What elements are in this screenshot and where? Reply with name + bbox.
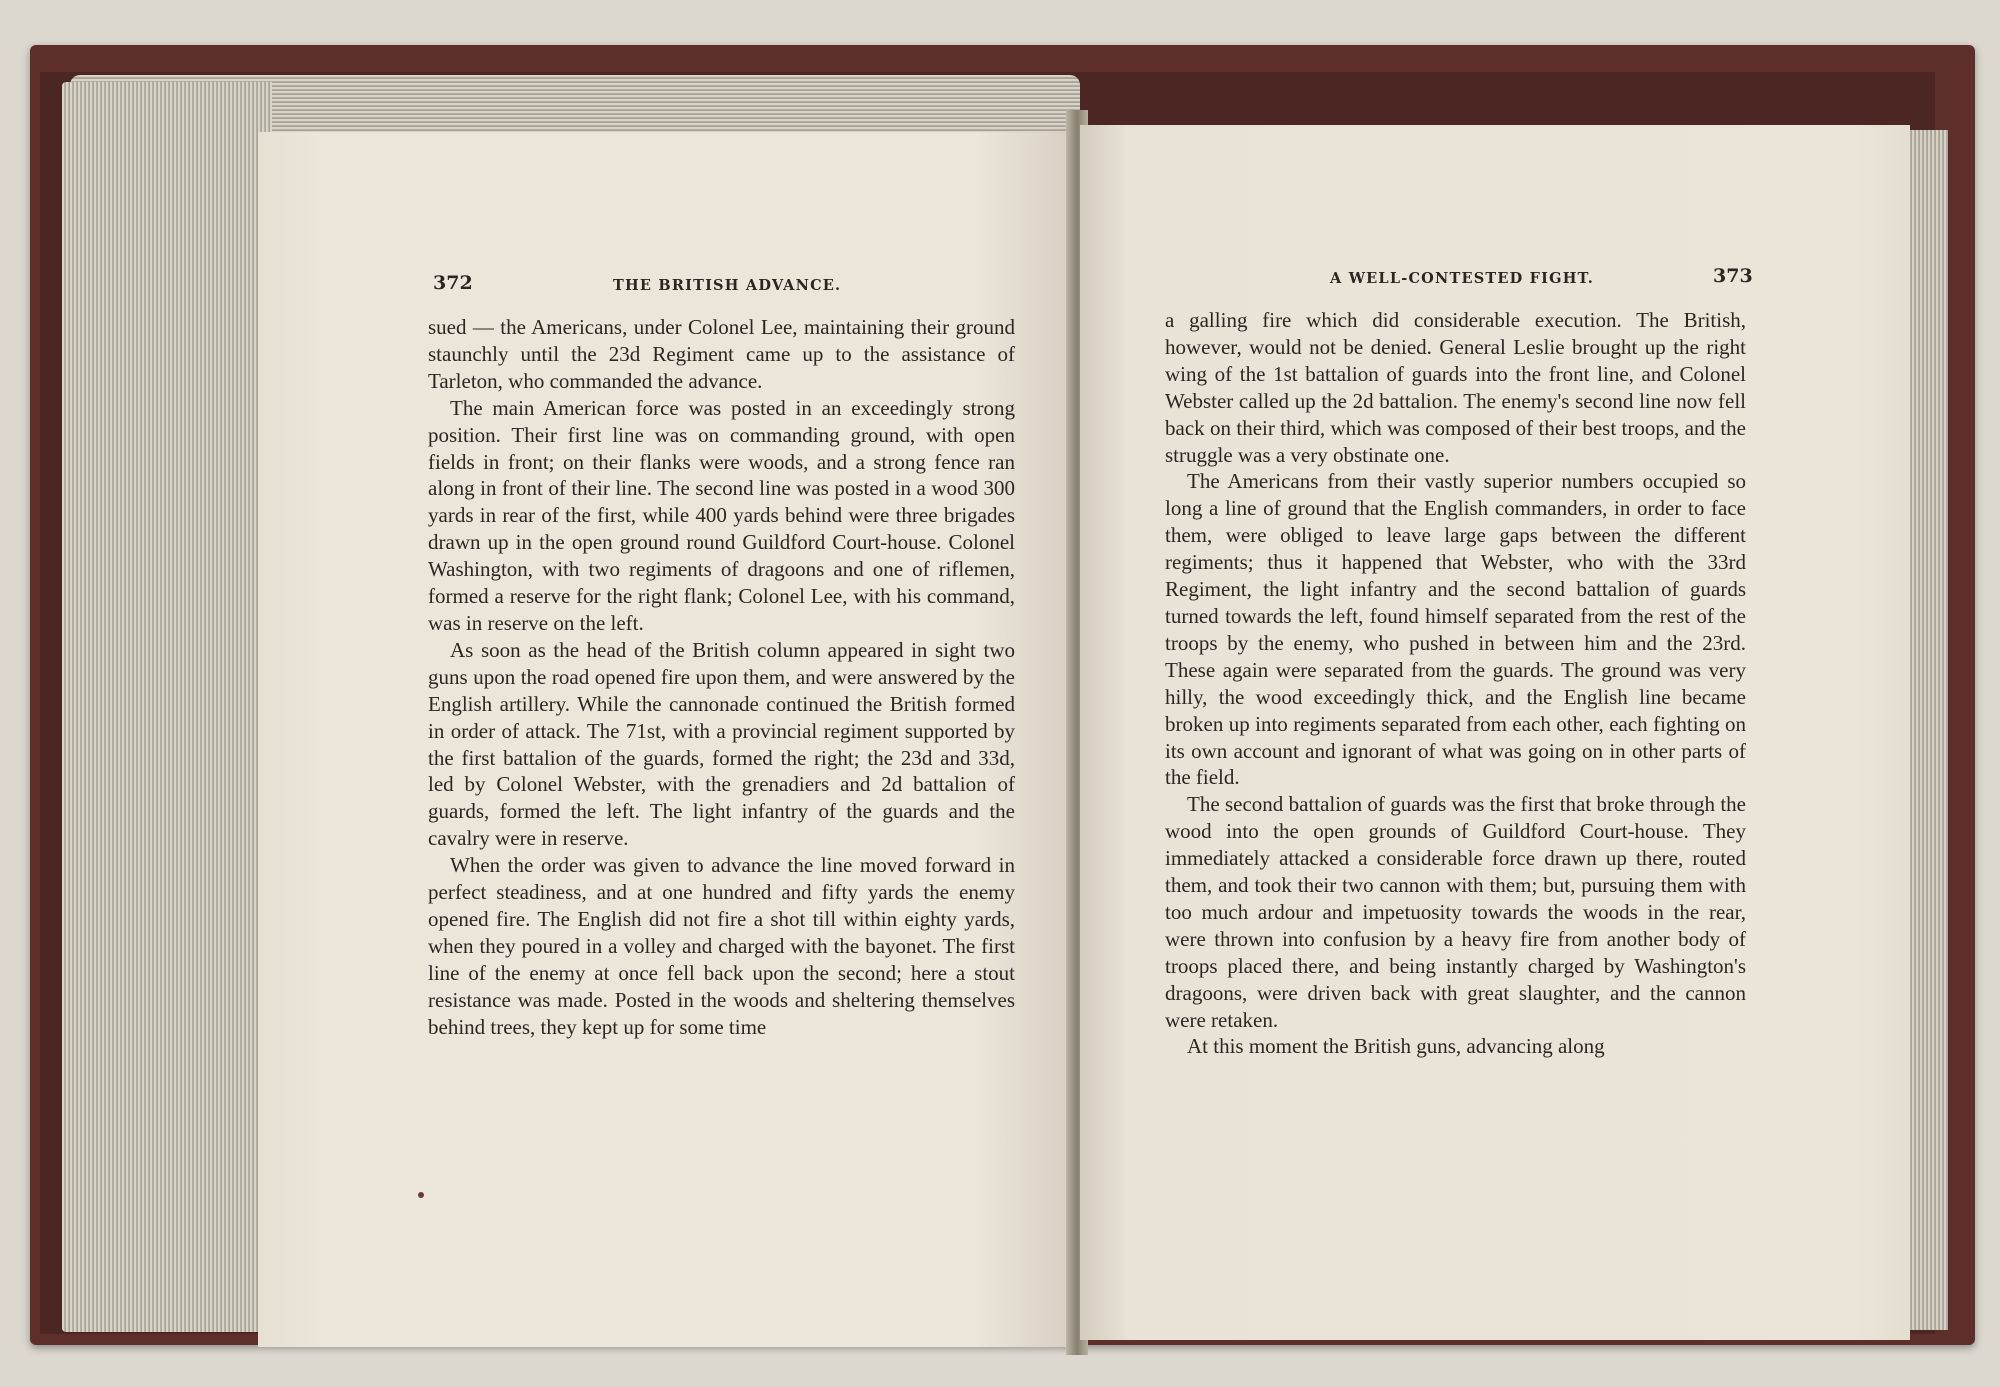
page-number: 373 [1713,265,1753,287]
page-edges-left [62,82,272,1332]
paragraph: a galling fire which did considerable execution. The British, however, would not be denied. General Leslie brought up the right wing of the 1st battalion of guards into the front line, and Colonel Webster called up the 2d battalion. The enemy's second line now fell back on their third, which was composed of their best troops, and the struggle was a very obstinate one. [1165,308,1746,467]
paragraph: The Americans from their vastly superior numbers occupied so long a line of ground that the English commanders, in order to face them, were obliged to leave large gaps between the different regiments; thus it happened that Webster, who with the 33rd Regiment, the light infantry and the second battalion of guards turned towards the left, found himself separated from the rest of the troops by the enemy, who pushed in between him and the 23rd. These again were separated from the guards. The ground was very hilly, the wood exceedingly thick, and the English line became broken up into regiments separated from each other, each fighting on its own account and ignorant of what was going on in other parts of the field. [1165,469,1746,790]
body-text [428,314,1015,1040]
paragraph: sued — the Americans, under Colonel Lee, maintaining their ground staunchly until the 23d Regiment came up to the assistance of Tarleton, who commanded the advance. [428,315,1015,393]
left-page [258,132,1073,1347]
running-head: A WELL-CONTESTED FIGHT. [1330,270,1594,287]
running-head: THE BRITISH ADVANCE. [613,277,842,294]
paragraph: As soon as the head of the British column appeared in sight two guns upon the road opened fire upon them, and were answered by the English artillery. While the cannonade continued the British formed in order of attack. The 71st, with a provincial regiment supported by the first battalion of the guards, formed the right; the 23d and 33d, led by Colonel Webster, with the grenadiers and 2d battalion of guards, formed the left. The light infantry of the guards and the cavalry were in reserve. [428,637,1015,851]
body-text [1165,307,1746,1060]
paragraph: At this moment the British guns, advancing along [1187,1034,1605,1059]
paragraph: The second battalion of guards was the first that broke through the wood into the open grounds of Guildford Court-house. They immediately attacked a considerable force drawn up there, routed them, and took their two cannon with them; but, pursuing them with too much ardour and impetuosity towards the woods in the rear, were thrown into confusion by a heavy fire from another body of troops placed there, and being instantly charged by Washington's dragoons, were driven back with great slaughter, and the cannon were retaken. [1165,792,1746,1032]
paragraph: When the order was given to advance the line moved forward in perfect steadiness, and at one hundred and fifty yards the enemy opened fire. The English did not fire a shot till within eighty yards, when they poured in a volley and charged with the bayonet. The first line of the enemy at once fell back upon the second; here a stout resistance was made. Posted in the woods and sheltering themselves behind trees, they kept up for some time [428,853,1015,1039]
right-page [1080,125,1910,1340]
ink-spot [418,1192,424,1198]
page-number: 372 [433,272,473,294]
paragraph: The main American force was posted in an exceedingly strong position. Their first line was on commanding ground, with open fields in front; on their flanks were woods, and a strong fence ran along in front of their line. The second line was posted in a wood 300 yards in rear of the first, while 400 yards behind were three brigades drawn up in the open ground round Guildford Court-house. Colonel Washington, with two regiments of dragoons and one of riflemen, formed a reserve for the right flank; Colonel Lee, with his command, was in reserve on the left. [428,395,1015,635]
